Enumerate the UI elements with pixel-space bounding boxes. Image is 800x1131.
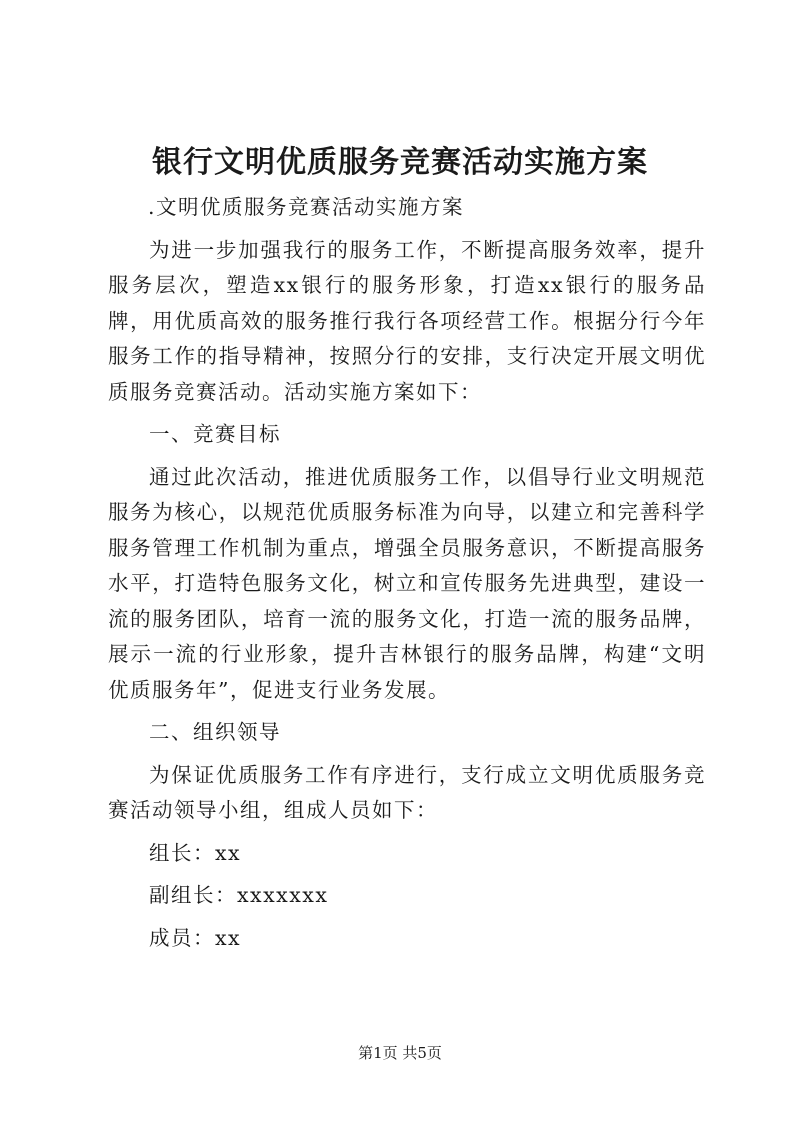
document-body bbox=[108, 190, 706, 963]
intro-paragraph: 为进一步加强我行的服务工作，不断提高服务效率，提升服务层次，塑造xx银行的服务形象，打造xx银行的服务品牌，用优质高效的服务推行我行各项经营工作。根据分行今年服务工作的指导精神，按照分行的安排，支行决定开展文明优质服务竞赛活动。活动实施方案如下： bbox=[108, 237, 706, 404]
deputy-leader-line: 副组长：xxxxxxx bbox=[149, 883, 329, 907]
document-title: 银行文明优质服务竞赛活动实施方案 bbox=[152, 145, 648, 180]
section-heading-goals: 一、竞赛目标 bbox=[149, 422, 281, 446]
document-subtitle: .文明优质服务竞赛活动实施方案 bbox=[148, 195, 465, 219]
organization-paragraph: 为保证优质服务工作有序进行，支行成立文明优质服务竞赛活动领导小组，组成人员如下： bbox=[108, 762, 706, 822]
page-number-footer: 第1页 共5页 bbox=[358, 1044, 442, 1062]
leader-line: 组长：xx bbox=[149, 840, 242, 865]
section-heading-organization: 二、组织领导 bbox=[149, 720, 281, 744]
members-line: 成员：xx bbox=[149, 925, 242, 950]
goals-paragraph: 通过此次活动，推进优质服务工作，以倡导行业文明规范服务为核心，以规范优质服务标准为向导，以建立和完善科学服务管理工作机制为重点，增强全员服务意识，不断提高服务水平，打造特色服务文化，树立和宣传服务先进典型，建设一流的服务团队，培育一流的服务文化，打造一流的服务品牌，展示一流的行业形象，提升吉林银行的服务品牌，构建“文明优质服务年”，促进支行业务发展。 bbox=[108, 464, 706, 702]
